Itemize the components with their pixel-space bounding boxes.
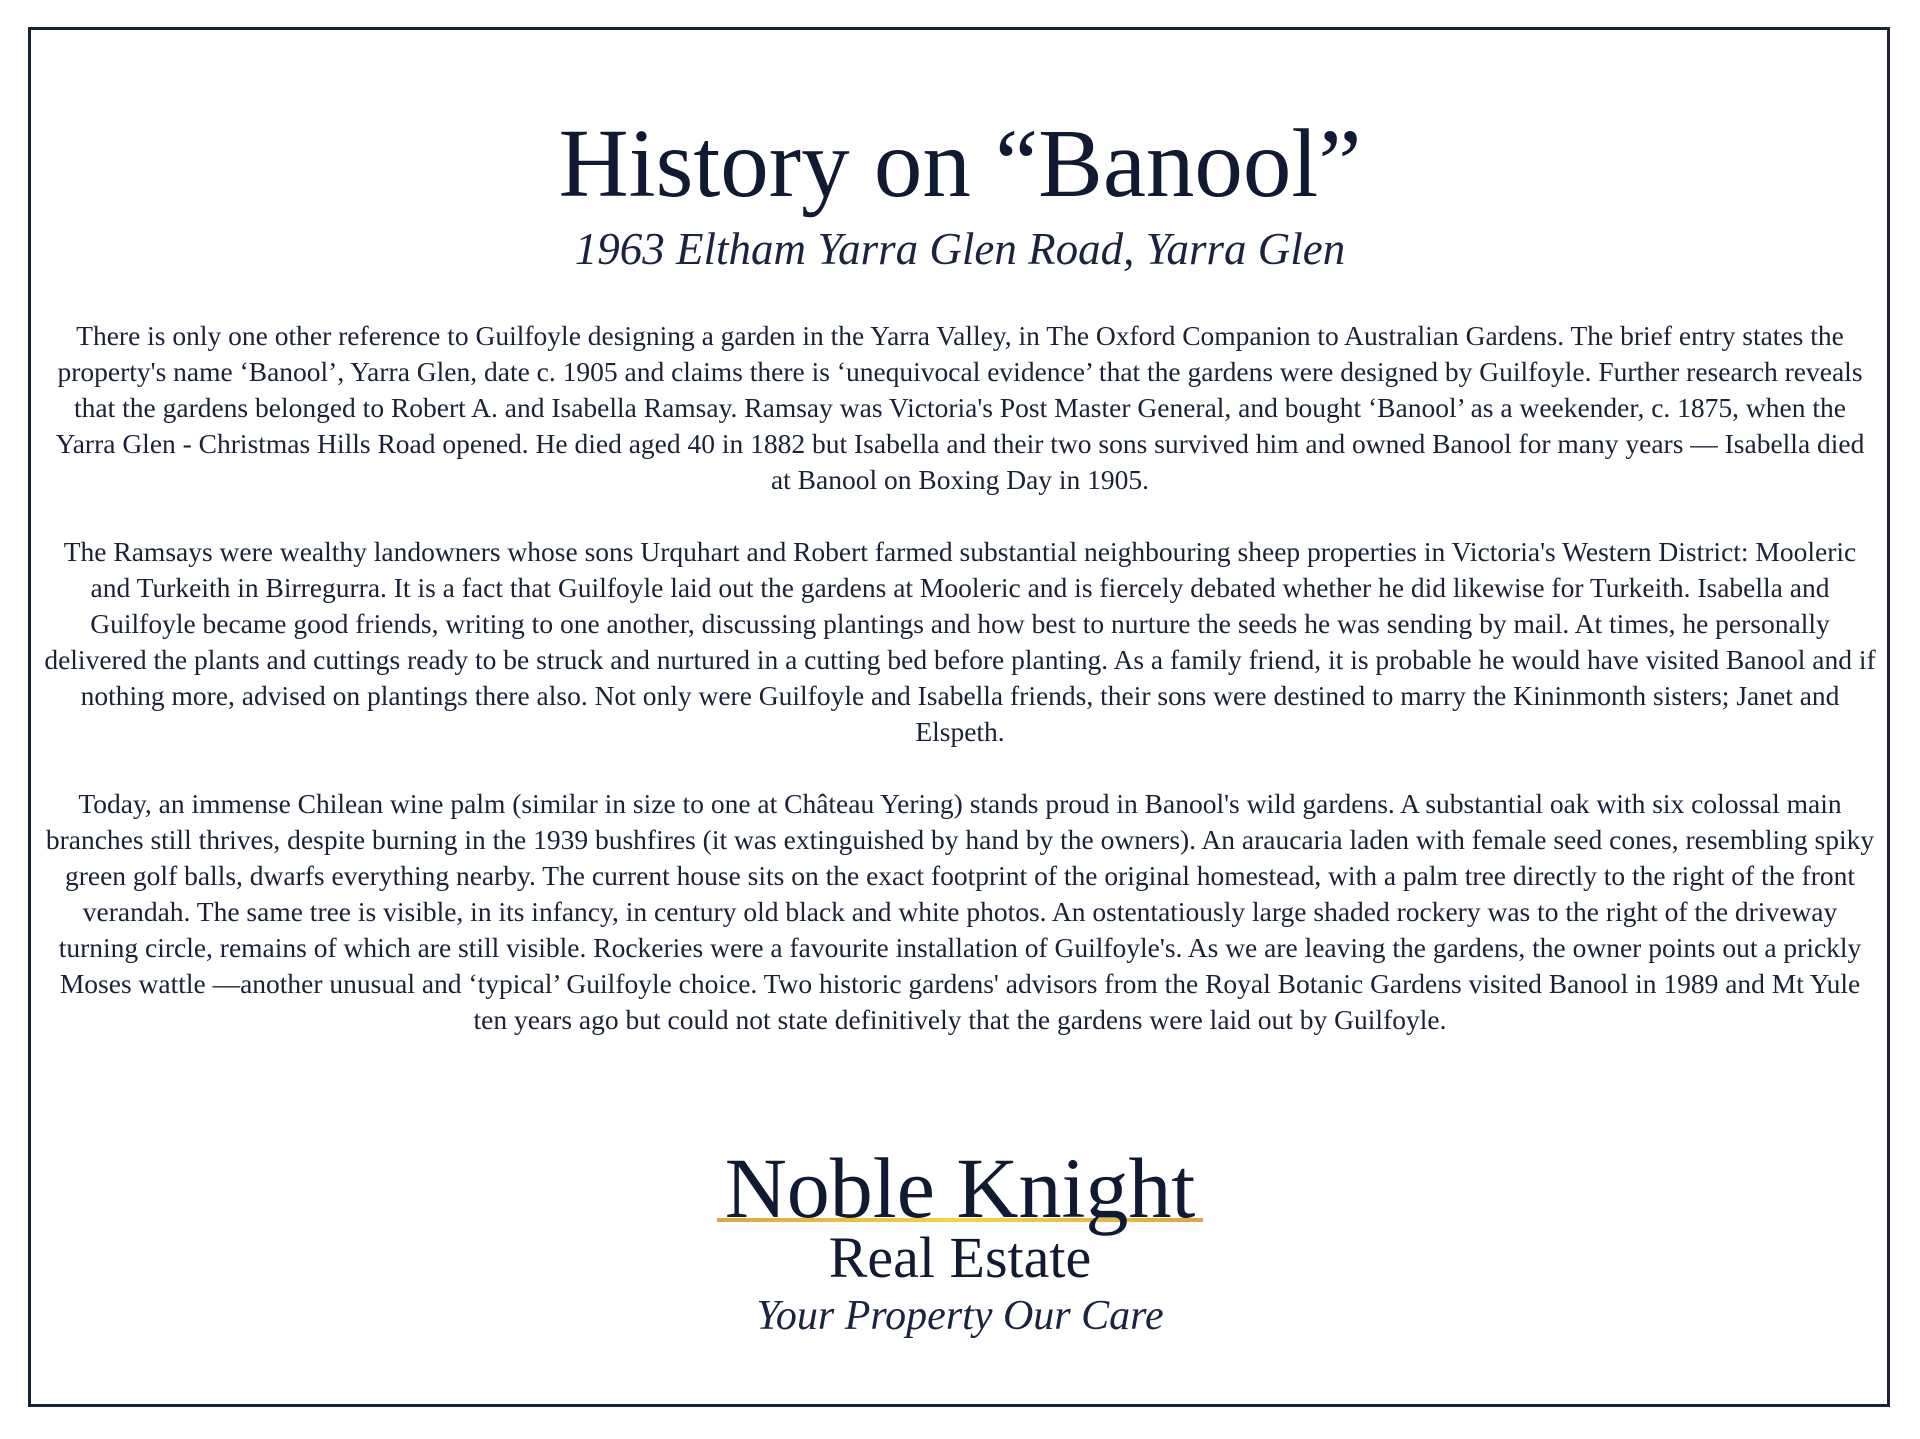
logo-name: Noble Knight	[724, 1140, 1196, 1236]
logo-tagline: Your Property Our Care	[756, 1293, 1164, 1339]
page-title: History on “Banool”	[558, 110, 1362, 217]
article-body	[44, 318, 1876, 1074]
logo-subtitle: Real Estate	[828, 1225, 1092, 1290]
paragraph-2: The Ramsays were wealthy landowners whose sons Urquhart and Robert farmed substantial neighbouring sheep properties in Victoria's Western District: Mooleric and Turkeith in Birregurra. It is a fact that Guilfoyle laid out the gardens at Mooleric and is fiercely debated whether he did likewise for Turkeith. Isabella and Guilfoyle became good friends, writing to one another, discussing plantings and how best to nurture the seeds he was sending by mail. At times, he personally delivered the plants and cuttings ready to be struck and nurtured in a cutting bed before planting. As a family friend, it is probable he would have visited Banool and if nothing more, advised on plantings there also. Not only were Guilfoyle and Isabella friends, their sons were destined to marry the Kininmonth sisters; Janet and Elspeth.	[44, 536, 1876, 747]
logo-wordmark	[717, 1140, 1204, 1236]
page-subtitle-address: 1963 Eltham Yarra Glen Road, Yarra Glen	[574, 224, 1346, 274]
company-logo	[0, 1140, 1920, 1344]
paragraph-1: There is only one other reference to Guilfoyle designing a garden in the Yarra Valley, in The Oxford Companion to Australian Gardens. The brief entry states the property's name ‘Banool’, Yarra Glen, date c. 1905 and claims there is ‘unequivocal evidence’ that the gardens were designed by Guilfoyle. Further research reveals that the gardens belonged to Robert A. and Isabella Ramsay. Ramsay was Victoria's Post Master General, and bought ‘Banool’ as a weekender, c. 1875, when the Yarra Glen - Christmas Hills Road opened. He died aged 40 in 1882 but Isabella and their two sons survived him and owned Banool for many years — Isabella died at Banool on Boxing Day in 1905.	[55, 320, 1865, 495]
paragraph-3: Today, an immense Chilean wine palm (similar in size to one at Château Yering) stands proud in Banool's wild gardens. A substantial oak with six colossal main branches still thrives, despite burning in the 1939 bushfires (it was extinguished by hand by the owners). An araucaria laden with female seed cones, resembling spiky green golf balls, dwarfs everything nearby. The current house sits on the exact footprint of the original homestead, with a palm tree directly to the right of the front verandah. The same tree is visible, in its infancy, in century old black and white photos. An ostentatiously large shaded rockery was to the right of the driveway turning circle, remains of which are still visible. Rockeries were a favourite installation of Guilfoyle's. As we are leaving the gardens, the owner points out a prickly Moses wattle —another unusual and ‘typical’ Guilfoyle choice. Two historic gardens' advisors from the Royal Botanic Gardens visited Banool in 1989 and Mt Yule ten years ago but could not state definitively that the gardens were laid out by Guilfoyle.	[45, 788, 1875, 1035]
